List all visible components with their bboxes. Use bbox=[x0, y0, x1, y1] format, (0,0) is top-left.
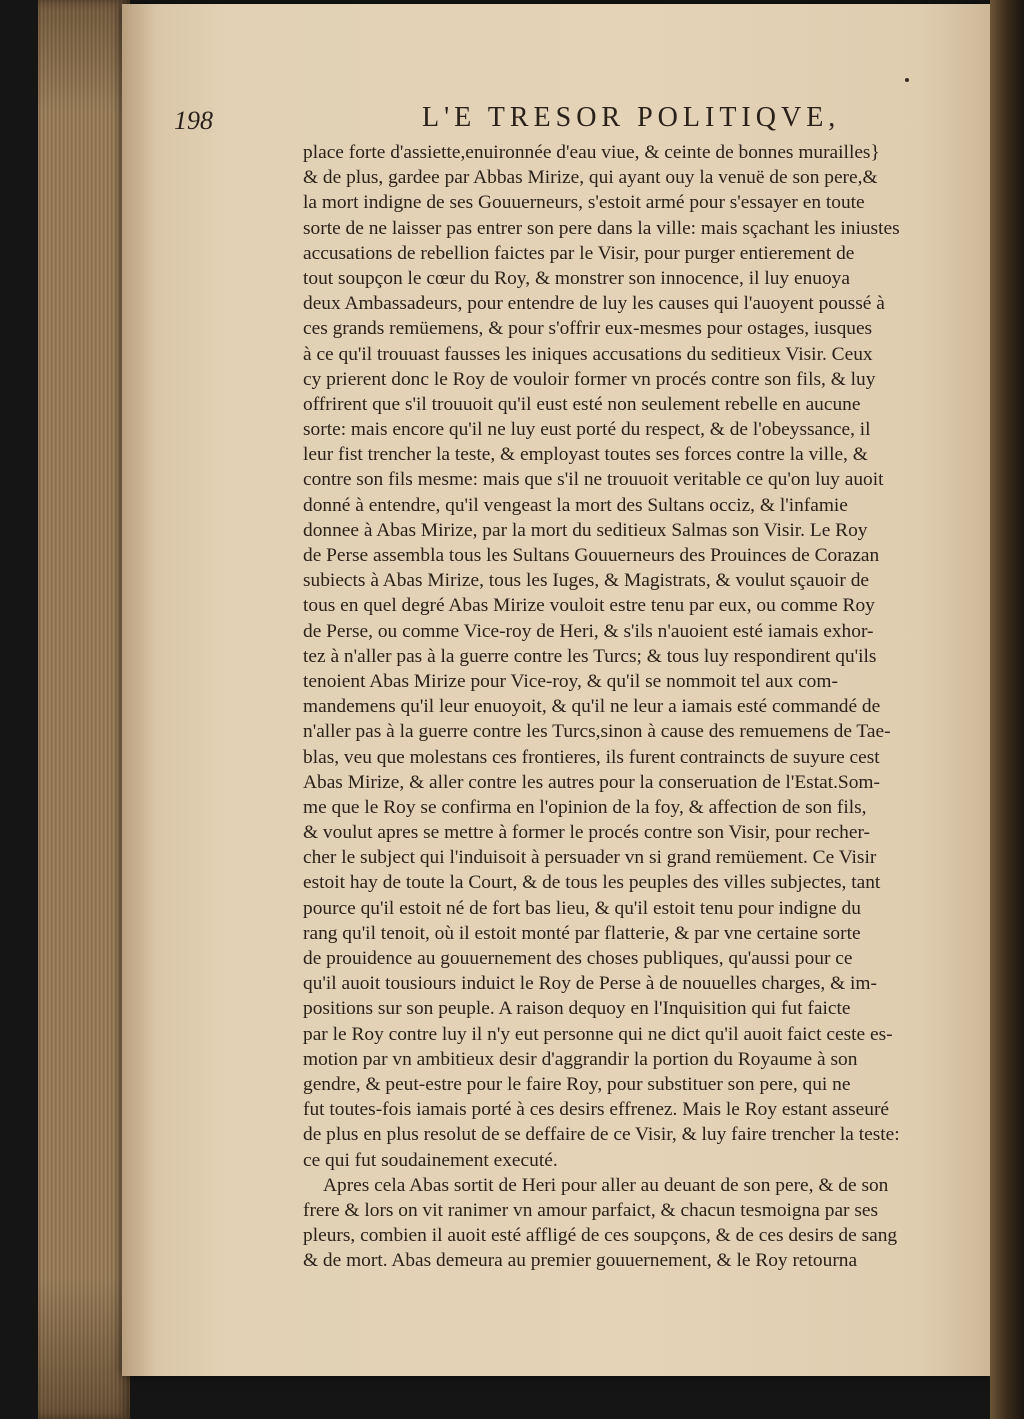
text-line: tenoient Abas Mirize pour Vice-roy, & qu'il se nommoit tel aux com- bbox=[303, 670, 838, 692]
text-line: la mort indigne de ses Gouuerneurs, s'estoit armé pour s'essayer en toute bbox=[303, 192, 865, 214]
text-line: à ce qu'il trouuast fausses les iniques accusations du seditieux Visir. Ceux bbox=[303, 343, 873, 365]
text-line: me que le Roy se confirma en l'opinion de la foy, & affection de son fils, bbox=[303, 796, 867, 818]
text-line: ce qui fut soudainement executé. bbox=[303, 1149, 558, 1171]
text-line: subiects à Abas Mirize, tous les Iuges, & Magistrats, & voulut sçauoir de bbox=[303, 570, 870, 592]
text-line: par le Roy contre luy il n'y eut personne qui ne dict qu'il auoit faict ceste es- bbox=[303, 1023, 893, 1045]
text-line: de Perse assembla tous les Sultans Gouuerneurs des Prouinces de Corazan bbox=[303, 545, 880, 566]
text-line: rang qu'il tenoit, où il estoit monté par flatterie, & par vne certaine sorte bbox=[303, 922, 861, 944]
book-fore-edge bbox=[38, 0, 130, 1419]
text-line: tez à n'aller pas à la guerre contre les Turcs; & tous luy respondirent qu'ils bbox=[303, 645, 877, 667]
text-line: contre son fils mesme: mais que s'il ne trouuoit veritable ce qu'on luy auoit bbox=[303, 469, 884, 491]
facing-page-edge bbox=[990, 0, 1024, 1419]
text-line: fut toutes-fois iamais porté à ces desirs effrenez. Mais le Roy estant asseuré bbox=[303, 1099, 890, 1121]
text-line: blas, veu que molestans ces frontieres, ils furent contraincts de suyure cest bbox=[303, 746, 880, 768]
text-line: donné à entendre, qu'il vengeast la mort des Sultans occiz, & l'infamie bbox=[303, 494, 848, 516]
text-line: & voulut apres se mettre à former le procés contre son Visir, pour recher- bbox=[303, 822, 870, 844]
text-line: pleurs, combien il auoit esté affligé de ces soupçons, & de ces desirs de sang bbox=[303, 1225, 898, 1247]
text-line: deux Ambassadeurs, pour entendre de luy les causes qui l'auoyent poussé à bbox=[303, 293, 885, 315]
text-line: de plus en plus resolut de se deffaire de ce Visir, & luy faire trencher la teste: bbox=[303, 1124, 900, 1146]
text-line: donnee à Abas Mirize, par la mort du seditieux Salmas son Visir. Le Roy bbox=[303, 519, 868, 541]
text-line: positions sur son peuple. A raison dequoy en l'Inquisition qui fut faicte bbox=[303, 998, 851, 1020]
text-line: ces grands remüemens, & pour s'offrir eux-mesmes pour ostages, iusques bbox=[303, 318, 873, 340]
text-line: de Perse, ou comme Vice-roy de Heri, & s'ils n'auoient esté iamais exhor- bbox=[303, 620, 874, 642]
text-line: n'aller pas à la guerre contre les Turcs,sinon à cause des remuemens de Tae- bbox=[303, 721, 891, 743]
text-line: offrirent que s'il trouuoit qu'il eust esté non seulement rebelle en aucune bbox=[303, 393, 861, 415]
running-head-title: L'E TRESOR POLITIQVE, bbox=[422, 102, 841, 133]
text-line: estoit hay de toute la Court, & de tous les peuples des villes subjectes, tant bbox=[303, 872, 881, 894]
running-head bbox=[174, 102, 874, 142]
text-line: leur fist trencher la teste, & employast toutes ses forces contre la ville, & bbox=[303, 444, 868, 466]
text-line: cher le subject qui l'induisoit à persuader vn si grand remüement. Ce Visir bbox=[303, 847, 877, 869]
text-line: de prouidence au gouuernement des choses publiques, qu'aussi pour ce bbox=[303, 948, 853, 969]
text-line: pource qu'il estoit né de fort bas lieu, & qu'il estoit tenu pour indigne du bbox=[303, 897, 861, 919]
text-line: Abas Mirize, & aller contre les autres pour la conseruation de l'Estat.Som- bbox=[303, 771, 880, 793]
page-number: 198 bbox=[174, 106, 213, 135]
text-line: cy prierent donc le Roy de vouloir former vn procés contre son fils, & luy bbox=[303, 368, 876, 390]
text-line: Apres cela Abas sortit de Heri pour aller au deuant de son pere, & de son bbox=[323, 1174, 889, 1196]
body-text bbox=[303, 140, 953, 1273]
paragraph bbox=[303, 1173, 953, 1274]
text-line: accusations de rebellion faictes par le Visir, pour purger entierement de bbox=[303, 242, 855, 264]
text-line: tous en quel degré Abas Mirize vouloit estre tenu par eux, ou comme Roy bbox=[303, 595, 875, 617]
text-line: place forte d'assiette,enuironnée d'eau viue, & ceinte de bonnes murailles} bbox=[303, 142, 880, 163]
text-line: & de plus, gardee par Abbas Mirize, qui ayant ouy la venuë de son pere,& bbox=[303, 167, 878, 189]
paragraph bbox=[303, 140, 953, 1173]
text-line: motion par vn ambitieux desir d'aggrandir la portion du Royaume à son bbox=[303, 1048, 858, 1070]
text-line: mandemens qu'il leur enuoyoit, & qu'il ne leur a iamais esté commandé de bbox=[303, 696, 881, 718]
text-line: sorte: mais encore qu'il ne luy eust porté du respect, & de l'obeyssance, il bbox=[303, 419, 871, 441]
text-line: tout soupçon le cœur du Roy, & monstrer son innocence, il luy enuoya bbox=[303, 267, 850, 289]
text-line: qu'il auoit tousiours induict le Roy de Perse à de nouuelles charges, & im- bbox=[303, 973, 877, 995]
ink-speck bbox=[905, 78, 909, 82]
text-line: frere & lors on vit ranimer vn amour parfaict, & chacun tesmoigna par ses bbox=[303, 1199, 879, 1221]
text-line: sorte de ne laisser pas entrer son pere dans la ville: mais sçachant les iniustes bbox=[303, 217, 900, 239]
text-line: gendre, & peut-estre pour le faire Roy, pour substituer son pere, qui ne bbox=[303, 1073, 851, 1095]
text-line: & de mort. Abas demeura au premier gouuernement, & le Roy retourna bbox=[303, 1250, 858, 1272]
